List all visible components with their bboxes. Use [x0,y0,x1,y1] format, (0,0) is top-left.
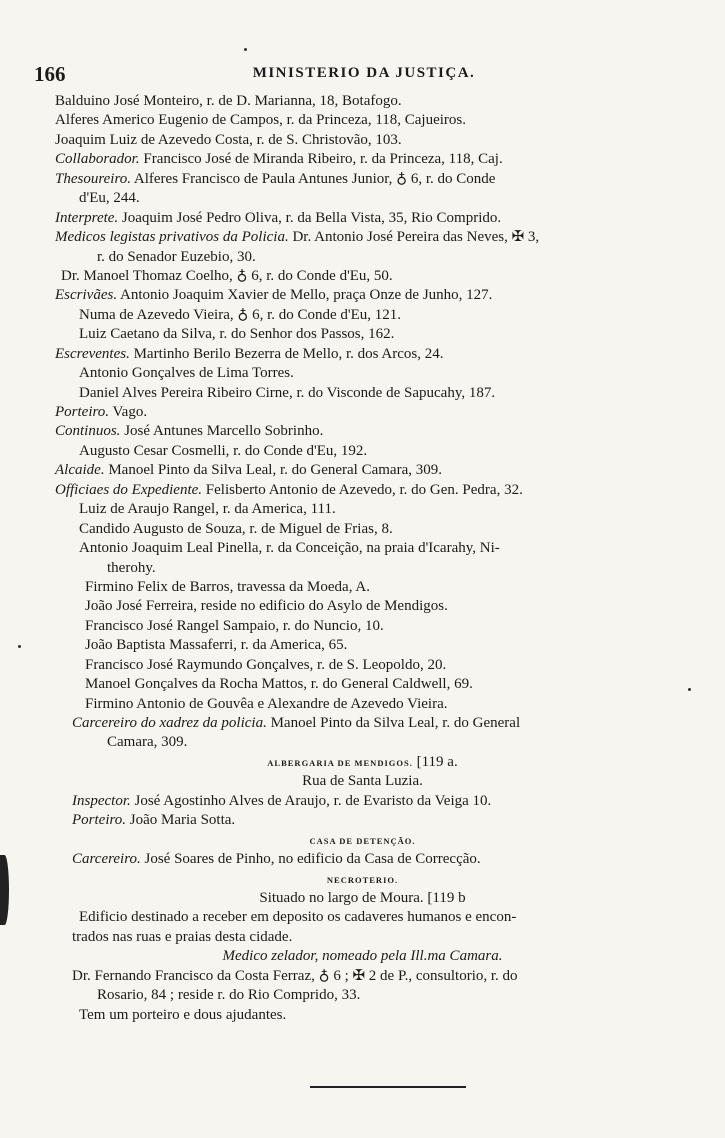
text-line [0,870,725,889]
line-text: Antonio Joaquim Xavier de Mello, praça Onze de Junho, 127. [117,287,493,304]
text-line [0,656,725,675]
text-line [0,753,725,772]
binding-edge-mark [0,855,9,925]
text-line [0,422,725,441]
line-text: Manoel Pinto da Silva Leal, r. do General Camara, 309. [104,462,442,479]
text-line [0,403,725,422]
line-text: Francisco José Rangel Sampaio, r. do Nuncio, 10. [85,617,384,634]
speck [244,48,247,51]
line-text: Rosario, 84 ; reside r. do Rio Comprido, 33. [97,987,361,1004]
italic-label: Porteiro. [55,404,110,420]
italic-label: Collaborador. [55,151,140,168]
page-header [34,62,694,84]
line-text: Joaquim José Pedro Oliva, r. da Bella Vista, 35, Rio Comprido. [118,209,502,226]
italic-label: Carcereiro. [72,851,141,868]
text-line [0,500,725,519]
text-line [0,733,725,752]
page-number: 166 [34,62,66,86]
italic-label: Medico zelador, nomeado pela Ill.ma Camara. [222,948,503,965]
line-text: Dr. Antonio José Pereira das Neves, ✠ 3, [288,229,540,246]
text-line [0,695,725,714]
line-text: Martinho Berilo Bezerra de Mello, r. dos Arcos, 24. [129,345,444,362]
text-line [0,286,725,305]
line-text: Dr. Fernando Francisco da Costa Ferraz, ♁ 6 ; ✠ 2 de P., consultorio, r. do [72,967,518,984]
line-text: Edificio destinado a receber em deposito os cadaveres humanos e encon- [79,909,517,926]
italic-label: Continuos. [55,423,121,440]
text-line [0,189,725,208]
text-line [0,248,725,267]
text-line [0,714,725,733]
line-text: trados nas ruas e praias desta cidade. [72,928,293,945]
line-text: Firmino Antonio de Gouvêa e Alexandre de Azevedo Vieira. [85,695,448,712]
text-line [0,792,725,811]
line-text: Francisco José de Miranda Ribeiro, r. da Princeza, 118, Caj. [139,151,503,168]
text-line [0,384,725,403]
line-text: Numa de Azevedo Vieira, ♁ 6, r. do Conde d'Eu, 121. [79,306,402,323]
italic-label: Thesoureiro. [55,170,131,187]
line-text: Manoel Gonçalves da Rocha Mattos, r. do General Caldwell, 69. [85,676,473,693]
text-line [0,967,725,986]
text-line [0,131,725,150]
line-text: Augusto Cesar Cosmelli, r. do Conde d'Eu, 192. [79,442,368,459]
text-line [0,772,725,791]
line-text: Francisco José Raymundo Gonçalves, r. de S. Leopoldo, 20. [85,656,447,673]
line-text: José Agostinho Alves de Araujo, r. de Evaristo da Veiga 10. [130,792,492,809]
text-line [0,597,725,616]
text-line [0,850,725,869]
text-line [0,461,725,480]
line-text: Camara, 309. [107,734,188,751]
section-heading: ALBERGARIA DE MENDIGOS. [267,757,413,768]
line-text: Luiz de Araujo Rangel, r. da America, 111. [79,501,336,518]
text-body [0,92,725,1025]
italic-label: Escrivães. [55,287,118,304]
text-line [0,111,725,130]
text-line [0,559,725,578]
line-text: [119 a. [412,753,458,770]
text-line [0,986,725,1005]
line-text: d'Eu, 244. [79,190,140,207]
text-line [0,325,725,344]
line-text: Felisberto Antonio de Azevedo, r. do Gen. Pedra, 32. [202,481,523,498]
italic-label: Officiaes do Expediente. [55,481,203,498]
italic-label: Interprete. [55,209,119,226]
line-text: João José Ferreira, reside no edificio do Asylo de Mendigos. [85,598,448,615]
text-line [0,928,725,947]
text-line [0,578,725,597]
text-line [0,520,725,539]
text-line [0,617,725,636]
text-line [0,675,725,694]
text-line [0,364,725,383]
italic-label: Carcereiro do xadrez da policia. [72,715,267,731]
italic-label: Medicos legistas privativos da Policia. [55,229,289,246]
line-text: José Soares de Pinho, no edificio da Casa de Correcção. [140,851,481,868]
text-line [0,1006,725,1025]
line-text: João Baptista Massaferri, r. da America, 65. [85,637,348,654]
line-text: Joaquim Luiz de Azevedo Costa, r. de S. Christovão, 103. [55,131,402,148]
line-text: Balduino José Monteiro, r. de D. Marianna, 18, Botafogo. [55,93,402,109]
text-line [0,306,725,325]
text-line [0,539,725,558]
text-line [0,345,725,364]
text-line [0,442,725,461]
text-line [0,92,725,111]
line-text: Luiz Caetano da Silva, r. do Senhor dos Passos, 162. [79,326,395,343]
text-line [0,267,725,286]
line-text: Tem um porteiro e dous ajudantes. [79,1006,287,1023]
section-heading: CASA DE DETENÇÃO. [309,835,416,846]
line-text: Situado no largo de Moura. [119 b [259,889,466,906]
text-line [0,908,725,927]
line-text: Antonio Gonçalves de Lima Torres. [79,365,294,382]
text-line [0,889,725,908]
line-text: r. do Senador Euzebio, 30. [97,248,256,265]
running-title: MINISTERIO DA JUSTIÇA. [252,65,476,81]
text-line [0,150,725,169]
text-line [0,481,725,500]
text-line [0,831,725,850]
line-text: José Antunes Marcello Sobrinho. [120,423,324,440]
italic-label: Alcaide. [55,462,105,479]
line-text: Alferes Francisco de Paula Antunes Junior, ♁ 6, r. do Conde [130,170,496,187]
line-text: Daniel Alves Pereira Ribeiro Cirne, r. do Visconde de Sapucahy, 187. [79,384,496,401]
line-text: Candido Augusto de Souza, r. de Miguel de Frias, 8. [79,520,393,537]
closing-rule [310,1086,466,1088]
line-text: Dr. Manoel Thomaz Coelho, ♁ 6, r. do Conde d'Eu, 50. [61,267,393,284]
italic-label: Porteiro. [72,812,127,829]
speck [18,645,21,648]
italic-label: Inspector. [72,792,131,809]
speck [688,688,691,691]
line-text: Manoel Pinto da Silva Leal, r. do General [266,715,521,731]
line-text: therohy. [107,559,156,576]
line-text: João Maria Sotta. [126,812,236,829]
line-text: Alferes Americo Eugenio de Campos, r. da Princeza, 118, Cajueiros. [55,112,466,129]
line-text: Rua de Santa Luzia. [302,773,423,790]
line-text: Vago. [109,404,148,420]
section-heading: NECROTERIO. [326,874,399,885]
line-text: Antonio Joaquim Leal Pinella, r. da Conceição, na praia d'Icarahy, Ni- [79,540,500,557]
text-line [0,636,725,655]
text-line [0,170,725,189]
text-line [0,947,725,966]
line-text: Firmino Felix de Barros, travessa da Moeda, A. [85,578,370,595]
italic-label: Escreventes. [55,345,130,362]
text-line [0,811,725,830]
text-line [0,209,725,228]
text-line [0,228,725,247]
